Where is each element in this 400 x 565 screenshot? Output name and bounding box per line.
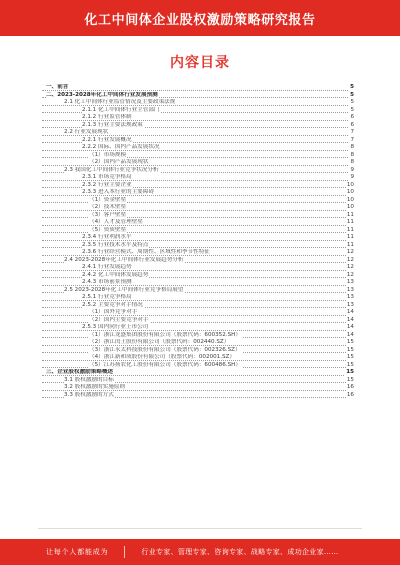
toc-entry-label: 2.5.2 主要竞争对手情况 xyxy=(82,301,143,308)
toc-entry-page: 14 xyxy=(346,331,354,338)
toc-entry-label: 2.1.3 行业主要法规政策 xyxy=(82,121,143,128)
toc-entry[interactable] xyxy=(42,219,354,227)
toc-entry-page: 16 xyxy=(346,384,354,390)
toc-entry-page: 8 xyxy=(350,151,354,158)
toc-entry-label: （1）国外竞争对手 xyxy=(89,309,138,315)
toc-entry-label: 2.3.4 行业利润水平 xyxy=(82,234,132,240)
toc-entry[interactable] xyxy=(42,197,354,205)
toc-entry-page: 12 xyxy=(346,256,354,263)
toc-entry[interactable] xyxy=(42,302,354,310)
toc-entry-label: （1）市场规模 xyxy=(89,151,127,158)
toc-entry-page: 15 xyxy=(346,346,354,353)
toc-entry[interactable] xyxy=(42,339,354,347)
toc-entry-page: 11 xyxy=(346,241,354,248)
toc-entry-page: 11 xyxy=(346,219,354,225)
toc-entry-page: 8 xyxy=(350,159,354,165)
toc-entry-label: 2.5.3 国内同行业上市公司 xyxy=(82,324,149,330)
toc-entry[interactable] xyxy=(42,362,354,370)
toc-entry[interactable] xyxy=(42,144,354,152)
toc-entry-label: 3.2 股权激励的实施原则 xyxy=(64,384,126,390)
toc-entry-label: （1）资金壁垒 xyxy=(89,196,127,203)
toc-entry[interactable] xyxy=(42,264,354,272)
toc-entry[interactable] xyxy=(42,99,354,107)
toc-entry[interactable] xyxy=(42,369,354,377)
footer-slogan-left: 让每个人都能成为 xyxy=(46,548,109,556)
toc-entry-label: （5）江苏扬农化工股份有限公司（股票代码：600486.SH） xyxy=(89,361,241,368)
toc-entry-page: 9 xyxy=(350,166,354,173)
report-title: 化工中间体企业股权激励策略研究报告 xyxy=(84,12,316,28)
toc-entry[interactable] xyxy=(42,347,354,355)
toc-entry-label: （5）资质壁垒 xyxy=(89,226,127,233)
toc-entry[interactable] xyxy=(42,137,354,145)
toc-entry-page: 5 xyxy=(350,84,354,90)
toc-entry[interactable] xyxy=(42,377,354,385)
toc-entry-label: （1）浙江龙盛集团股份有限公司（股票代码：600352.SH） xyxy=(89,331,241,338)
toc-entry-label: 2.4.2 化工中间体发展趋势 xyxy=(82,271,149,278)
toc-entry-page: 16 xyxy=(346,391,354,398)
toc-entry-page: 11 xyxy=(346,211,354,218)
toc-entry[interactable] xyxy=(42,324,354,332)
toc-entry-label: 2.4 2023-2028年化工中间体行业发展趋势分析 xyxy=(64,256,184,263)
toc-entry[interactable] xyxy=(42,354,354,362)
toc-entry-page: 11 xyxy=(346,226,354,233)
toc-entry[interactable] xyxy=(42,257,354,265)
toc-entry-label: （3）客户壁垒 xyxy=(89,211,127,218)
toc-entry-label: （2）浙江闰土股份有限公司（股票代码：002440.SZ） xyxy=(89,339,230,345)
toc-entry[interactable] xyxy=(42,152,354,160)
toc-entry-page: 15 xyxy=(346,361,354,368)
toc-entry-label: 二、2023-2028年化工中间体行业发展预测 xyxy=(46,91,158,98)
report-header-bar xyxy=(0,0,400,36)
toc-entry[interactable] xyxy=(42,287,354,295)
toc-entry[interactable] xyxy=(42,294,354,302)
toc-entry-label: 2.5.1 行业竞争格局 xyxy=(82,294,132,300)
toc-entry[interactable] xyxy=(42,107,354,115)
toc-entry-page: 7 xyxy=(350,129,354,135)
toc-entry-page: 10 xyxy=(346,204,354,210)
toc-entry-label: 2.2.2 国际、国内产品发展状况 xyxy=(82,144,160,150)
toc-entry[interactable] xyxy=(42,189,354,197)
toc-entry[interactable] xyxy=(42,279,354,287)
toc-entry-label: 3.1 股权激励的目标 xyxy=(64,376,114,383)
toc-entry-page: 10 xyxy=(346,189,354,195)
toc-entry[interactable] xyxy=(42,122,354,130)
toc-entry[interactable] xyxy=(42,332,354,340)
toc-entry-label: 2.1.2 行业监管体制 xyxy=(82,114,132,120)
toc-entry[interactable] xyxy=(42,204,354,212)
toc-entry-page: 10 xyxy=(346,181,354,188)
toc-entry-page: 9 xyxy=(350,174,354,180)
toc-entry-page: 12 xyxy=(346,249,354,255)
toc-entry-label: 2.4.3 市场前景预测 xyxy=(82,279,132,285)
footer-divider xyxy=(38,528,362,529)
toc-entry-label: 2.4.1 行业发展趋势 xyxy=(82,264,132,270)
toc-entry[interactable] xyxy=(42,159,354,167)
footer-bar xyxy=(0,539,400,565)
toc-entry-page: 13 xyxy=(346,301,354,308)
toc-entry-page: 14 xyxy=(346,309,354,315)
toc-entry-page: 15 xyxy=(346,339,354,345)
toc-entry[interactable] xyxy=(42,317,354,325)
toc-entry[interactable] xyxy=(42,212,354,220)
toc-entry-page: 11 xyxy=(346,234,354,240)
toc-entry-page: 12 xyxy=(346,264,354,270)
toc-entry-label: 一、前言 xyxy=(46,84,69,90)
footer-slogan-right: 行业专家、管理专家、咨询专家、战略专家、成功企业家…… xyxy=(141,548,339,556)
toc-entry-label: 2.3.3 进入本行业的主要障碍 xyxy=(82,189,154,195)
toc-entry-label: 3.3 股权激励的方式 xyxy=(64,391,114,398)
toc-entry-label: 2.3.5 行业技术水平及特点 xyxy=(82,241,149,248)
toc-entry-page: 10 xyxy=(346,196,354,203)
toc-entry-page: 7 xyxy=(350,136,354,143)
toc-entry[interactable] xyxy=(42,309,354,317)
toc-entry[interactable] xyxy=(42,92,354,100)
toc-heading: 内容目录 xyxy=(170,55,230,71)
toc-entry-page: 12 xyxy=(346,271,354,278)
toc-entry[interactable] xyxy=(42,234,354,242)
toc-entry-page: 14 xyxy=(346,324,354,330)
toc-entry-page: 5 xyxy=(350,91,354,98)
footer-separator xyxy=(124,546,125,558)
toc-entry-label: （2）国内产品发展现状 xyxy=(89,159,149,165)
toc-entry-label: 2.3 我国化工中间体行业竞争状况分析 xyxy=(64,166,159,173)
toc-entry[interactable] xyxy=(42,249,354,257)
toc-entry-label: 2.3.2 行业主要企业 xyxy=(82,181,132,188)
toc-entry-page: 6 xyxy=(350,114,354,120)
toc-entry-page: 15 xyxy=(346,354,354,360)
toc-entry-label: 2.1.1 化工中间体行业主管部门 xyxy=(82,106,160,113)
toc-entry[interactable] xyxy=(42,182,354,190)
toc-entry-label: （4）人才及管理壁垒 xyxy=(89,219,143,225)
toc-entry-page: 14 xyxy=(346,316,354,323)
toc-entry[interactable] xyxy=(42,174,354,182)
toc-entry[interactable] xyxy=(42,384,354,392)
toc-entry-label: 2.1 化工中间体行业监管情况及主要政策法规 xyxy=(64,99,176,105)
toc-entry-page: 5 xyxy=(350,99,354,105)
toc-entry[interactable] xyxy=(42,242,354,250)
toc-entry-label: 三、企业股权激励策略概述 xyxy=(46,369,114,375)
toc-entry[interactable] xyxy=(42,272,354,280)
toc-entry-label: （4）浙江新和成股份有限公司（股票代码：002001.SZ） xyxy=(89,354,235,360)
toc-entry-label: 2.5 2023-2028年化工中间体行业竞争格局展望 xyxy=(64,286,184,293)
toc-entry-page: 8 xyxy=(350,144,354,150)
toc-entry-label: 2.2 行业发展现状 xyxy=(64,129,109,135)
toc-entry-label: （2）技术壁垒 xyxy=(89,204,127,210)
toc-entry[interactable] xyxy=(42,114,354,122)
toc-entry-label: 2.3.6 行业经营模式、周期性、区域性和季节性特征 xyxy=(82,249,210,255)
toc-entry[interactable] xyxy=(42,167,354,175)
toc-entry[interactable] xyxy=(42,84,354,92)
toc-list xyxy=(42,84,354,399)
toc-entry[interactable] xyxy=(42,227,354,235)
toc-entry-page: 13 xyxy=(346,286,354,293)
toc-entry-page: 5 xyxy=(350,106,354,113)
toc-entry-page: 6 xyxy=(350,121,354,128)
toc-entry[interactable] xyxy=(42,129,354,137)
toc-entry-label: 2.2.1 行业发展概况 xyxy=(82,136,132,143)
toc-entry-label: 2.3.1 市场竞争格局 xyxy=(82,174,132,180)
toc-entry-page: 15 xyxy=(346,376,354,383)
toc-leader-dots xyxy=(42,90,354,91)
toc-entry-label: （2）国内主要竞争对手 xyxy=(89,316,149,323)
toc-entry-page: 13 xyxy=(346,294,354,300)
toc-entry[interactable] xyxy=(42,392,354,400)
toc-entry-label: （3）浙江永太科技股份有限公司（股票代码：002326.SZ） xyxy=(89,346,241,353)
toc-entry-page: 15 xyxy=(346,369,354,375)
toc-entry-page: 13 xyxy=(346,279,354,285)
